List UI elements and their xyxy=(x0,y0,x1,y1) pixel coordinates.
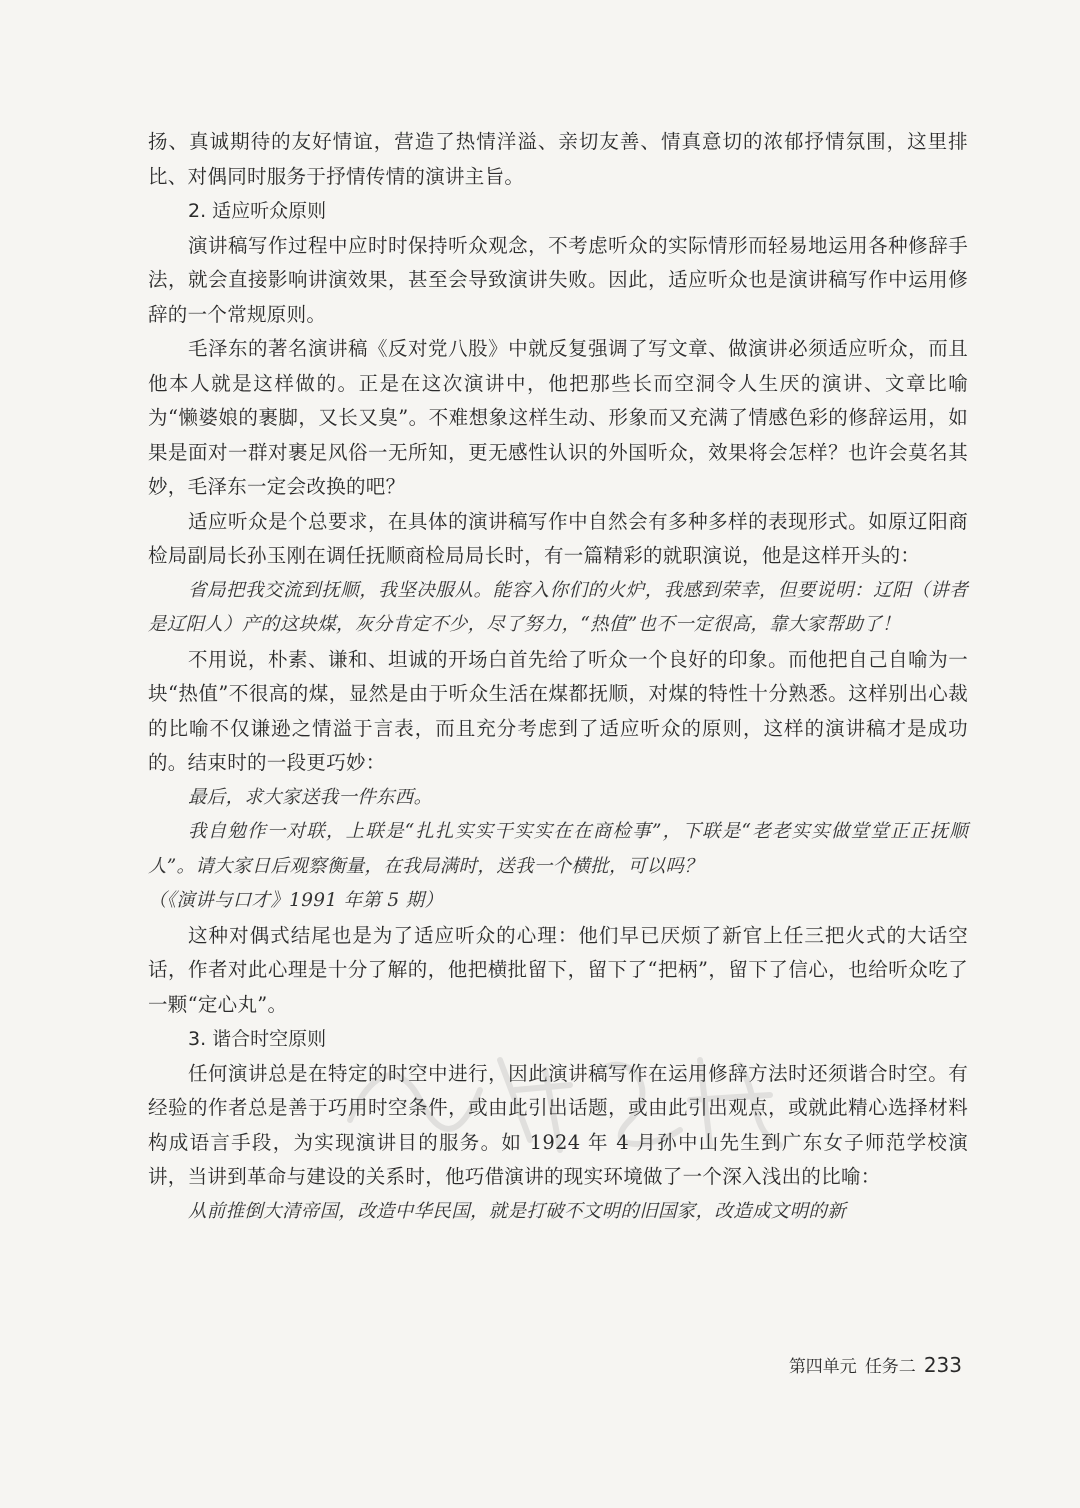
page-number: 233 xyxy=(923,1353,962,1377)
section-heading-audience: 2. 适应听众原则 xyxy=(188,200,327,222)
quote-closing-line1: 最后，求大家送我一件东西。 xyxy=(188,786,433,808)
paragraph-audience-principle: 演讲稿写作过程中应时时保持听众观念，不考虑听众的实际情形而轻易地运用各种修辞手法，就会直接影响讲演效果，甚至会导致演讲失败。因此，适应听众也是演讲稿写作中运用修辞的一个常规原则。 xyxy=(148,233,968,326)
footer-task: 任务二 xyxy=(864,1357,916,1377)
quote-closing-line2: 我自勉作一对联，上联是“扎扎实实干实实在在商检事”，下联是“老老实实做堂堂正正抚顺人”。请大家日后观察衡量，在我局满时，送我一个横批，可以吗？ xyxy=(148,821,968,877)
quote-sun-yat-sen: 从前推倒大清帝国，改造中华民国，就是打破不文明的旧国家，改造成文明的新 xyxy=(188,1200,847,1222)
section-heading-time-space: 3. 谐合时空原则 xyxy=(188,1028,327,1050)
quote-opening-speech: 省局把我交流到抚顺，我坚决服从。能容入你们的火炉，我感到荣幸，但要说明：辽阳（讲者是辽阳人）产的这块煤，灰分肯定不少，尽了努力，“热值”也不一定很高，靠大家帮助了！ xyxy=(148,579,968,635)
page-body xyxy=(148,125,968,1229)
paragraph-sun-yugang-intro: 适应听众是个总要求，在具体的演讲稿写作中自然会有多种多样的表现形式。如原辽阳商检局副局长孙玉刚在调任抚顺商检局局长时，有一篇精彩的就职演说，他是这样开头的： xyxy=(148,509,968,567)
paragraph-analysis: 不用说，朴素、谦和、坦诚的开场白首先给了听众一个良好的印象。而他把自己自喻为一块“热值”不很高的煤，显然是由于听众生活在煤都抚顺，对煤的特性十分熟悉。这样别出心裁的比喻不仅谦逊之情溢于言表，而且充分考虑到了适应听众的原则，这样的演讲稿才是成功的。结束时的一段更巧妙： xyxy=(148,647,968,774)
paragraph-time-space-principle: 任何演讲总是在特定的时空中进行，因此演讲稿写作在运用修辞方法时还须谐合时空。有经验的作者总是善于巧用时空条件，或由此引出话题，或由此引出观点，或就此精心选择材料构成语言手段，为实现演讲目的服务。如 1924 年 4 月孙中山先生到广东女子师范学校演讲，当讲到革命与建设的关系时，他巧借演讲的现实环境做了一个深入浅出的比喻： xyxy=(148,1061,968,1188)
paragraph-continuation: 扬、真诚期待的友好情谊，营造了热情洋溢、亲切友善、情真意切的浓郁抒情氛围，这里排比、对偶同时服务于抒情传情的演讲主旨。 xyxy=(148,130,968,188)
paragraph-mao-example: 毛泽东的著名演讲稿《反对党八股》中就反复强调了写文章、做演讲必须适应听众，而且他本人就是这样做的。正是在这次演讲中，他把那些长而空洞令人生厌的演讲、文章比喻为“懒婆娘的裹脚，又长又臭”。不难想象这样生动、形象而又充满了情感色彩的修辞运用，如果是面对一群对裹足风俗一无所知，更无感性认识的外国听众，效果将会怎样？也许会莫名其妙，毛泽东一定会改换的吧？ xyxy=(148,337,968,498)
footer-unit: 第四单元 xyxy=(788,1357,857,1377)
page-footer xyxy=(789,1352,962,1377)
paragraph-couplet-analysis: 这种对偶式结尾也是为了适应听众的心理：他们早已厌烦了新官上任三把火式的大话空话，作者对此心理是十分了解的，他把横批留下，留下了“把柄”，留下了信心，也给听众吃了一颗“定心丸”。 xyxy=(148,923,968,1016)
quote-source: （《演讲与口才》1991 年第 5 期） xyxy=(148,890,444,911)
